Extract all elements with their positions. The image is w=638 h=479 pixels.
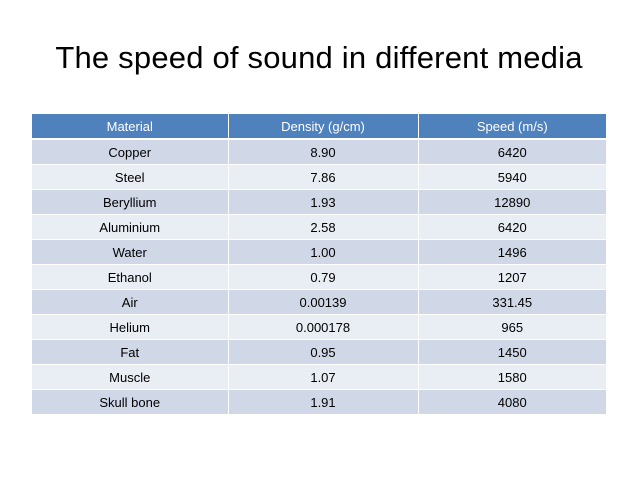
cell-density: 2.58 — [228, 215, 418, 240]
cell-material: Aluminium — [32, 215, 228, 240]
data-table — [32, 114, 606, 415]
cell-speed: 1580 — [418, 365, 606, 390]
cell-material: Water — [32, 240, 228, 265]
table-row — [32, 240, 606, 265]
cell-speed: 5940 — [418, 165, 606, 190]
cell-density: 1.93 — [228, 190, 418, 215]
cell-speed: 331.45 — [418, 290, 606, 315]
column-header-material: Material — [32, 114, 228, 139]
cell-speed: 12890 — [418, 190, 606, 215]
cell-speed: 1450 — [418, 340, 606, 365]
cell-speed: 1496 — [418, 240, 606, 265]
column-header-speed: Speed (m/s) — [418, 114, 606, 139]
cell-density: 8.90 — [228, 139, 418, 165]
cell-density: 1.00 — [228, 240, 418, 265]
table-row — [32, 315, 606, 340]
header-row — [32, 114, 606, 139]
table-body — [32, 139, 606, 415]
table-header — [32, 114, 606, 139]
cell-material: Air — [32, 290, 228, 315]
cell-density: 7.86 — [228, 165, 418, 190]
cell-density: 1.91 — [228, 390, 418, 415]
slide-title: The speed of sound in different media — [55, 40, 583, 75]
cell-material: Skull bone — [32, 390, 228, 415]
cell-density: 0.000178 — [228, 315, 418, 340]
cell-density: 0.95 — [228, 340, 418, 365]
table-row — [32, 190, 606, 215]
speed-of-sound-table — [32, 114, 606, 415]
cell-material: Beryllium — [32, 190, 228, 215]
cell-material: Helium — [32, 315, 228, 340]
table-row — [32, 290, 606, 315]
column-header-density: Density (g/cm) — [228, 114, 418, 139]
cell-density: 1.07 — [228, 365, 418, 390]
table-row — [32, 265, 606, 290]
cell-density: 0.79 — [228, 265, 418, 290]
cell-material: Muscle — [32, 365, 228, 390]
table-row — [32, 390, 606, 415]
cell-speed: 6420 — [418, 215, 606, 240]
table-row — [32, 365, 606, 390]
cell-speed: 6420 — [418, 139, 606, 165]
cell-material: Ethanol — [32, 265, 228, 290]
table-row — [32, 165, 606, 190]
cell-speed: 965 — [418, 315, 606, 340]
table-row — [32, 139, 606, 165]
cell-material: Fat — [32, 340, 228, 365]
table-row — [32, 215, 606, 240]
cell-material: Steel — [32, 165, 228, 190]
cell-density: 0.00139 — [228, 290, 418, 315]
cell-material: Copper — [32, 139, 228, 165]
cell-speed: 1207 — [418, 265, 606, 290]
table-row — [32, 340, 606, 365]
cell-speed: 4080 — [418, 390, 606, 415]
